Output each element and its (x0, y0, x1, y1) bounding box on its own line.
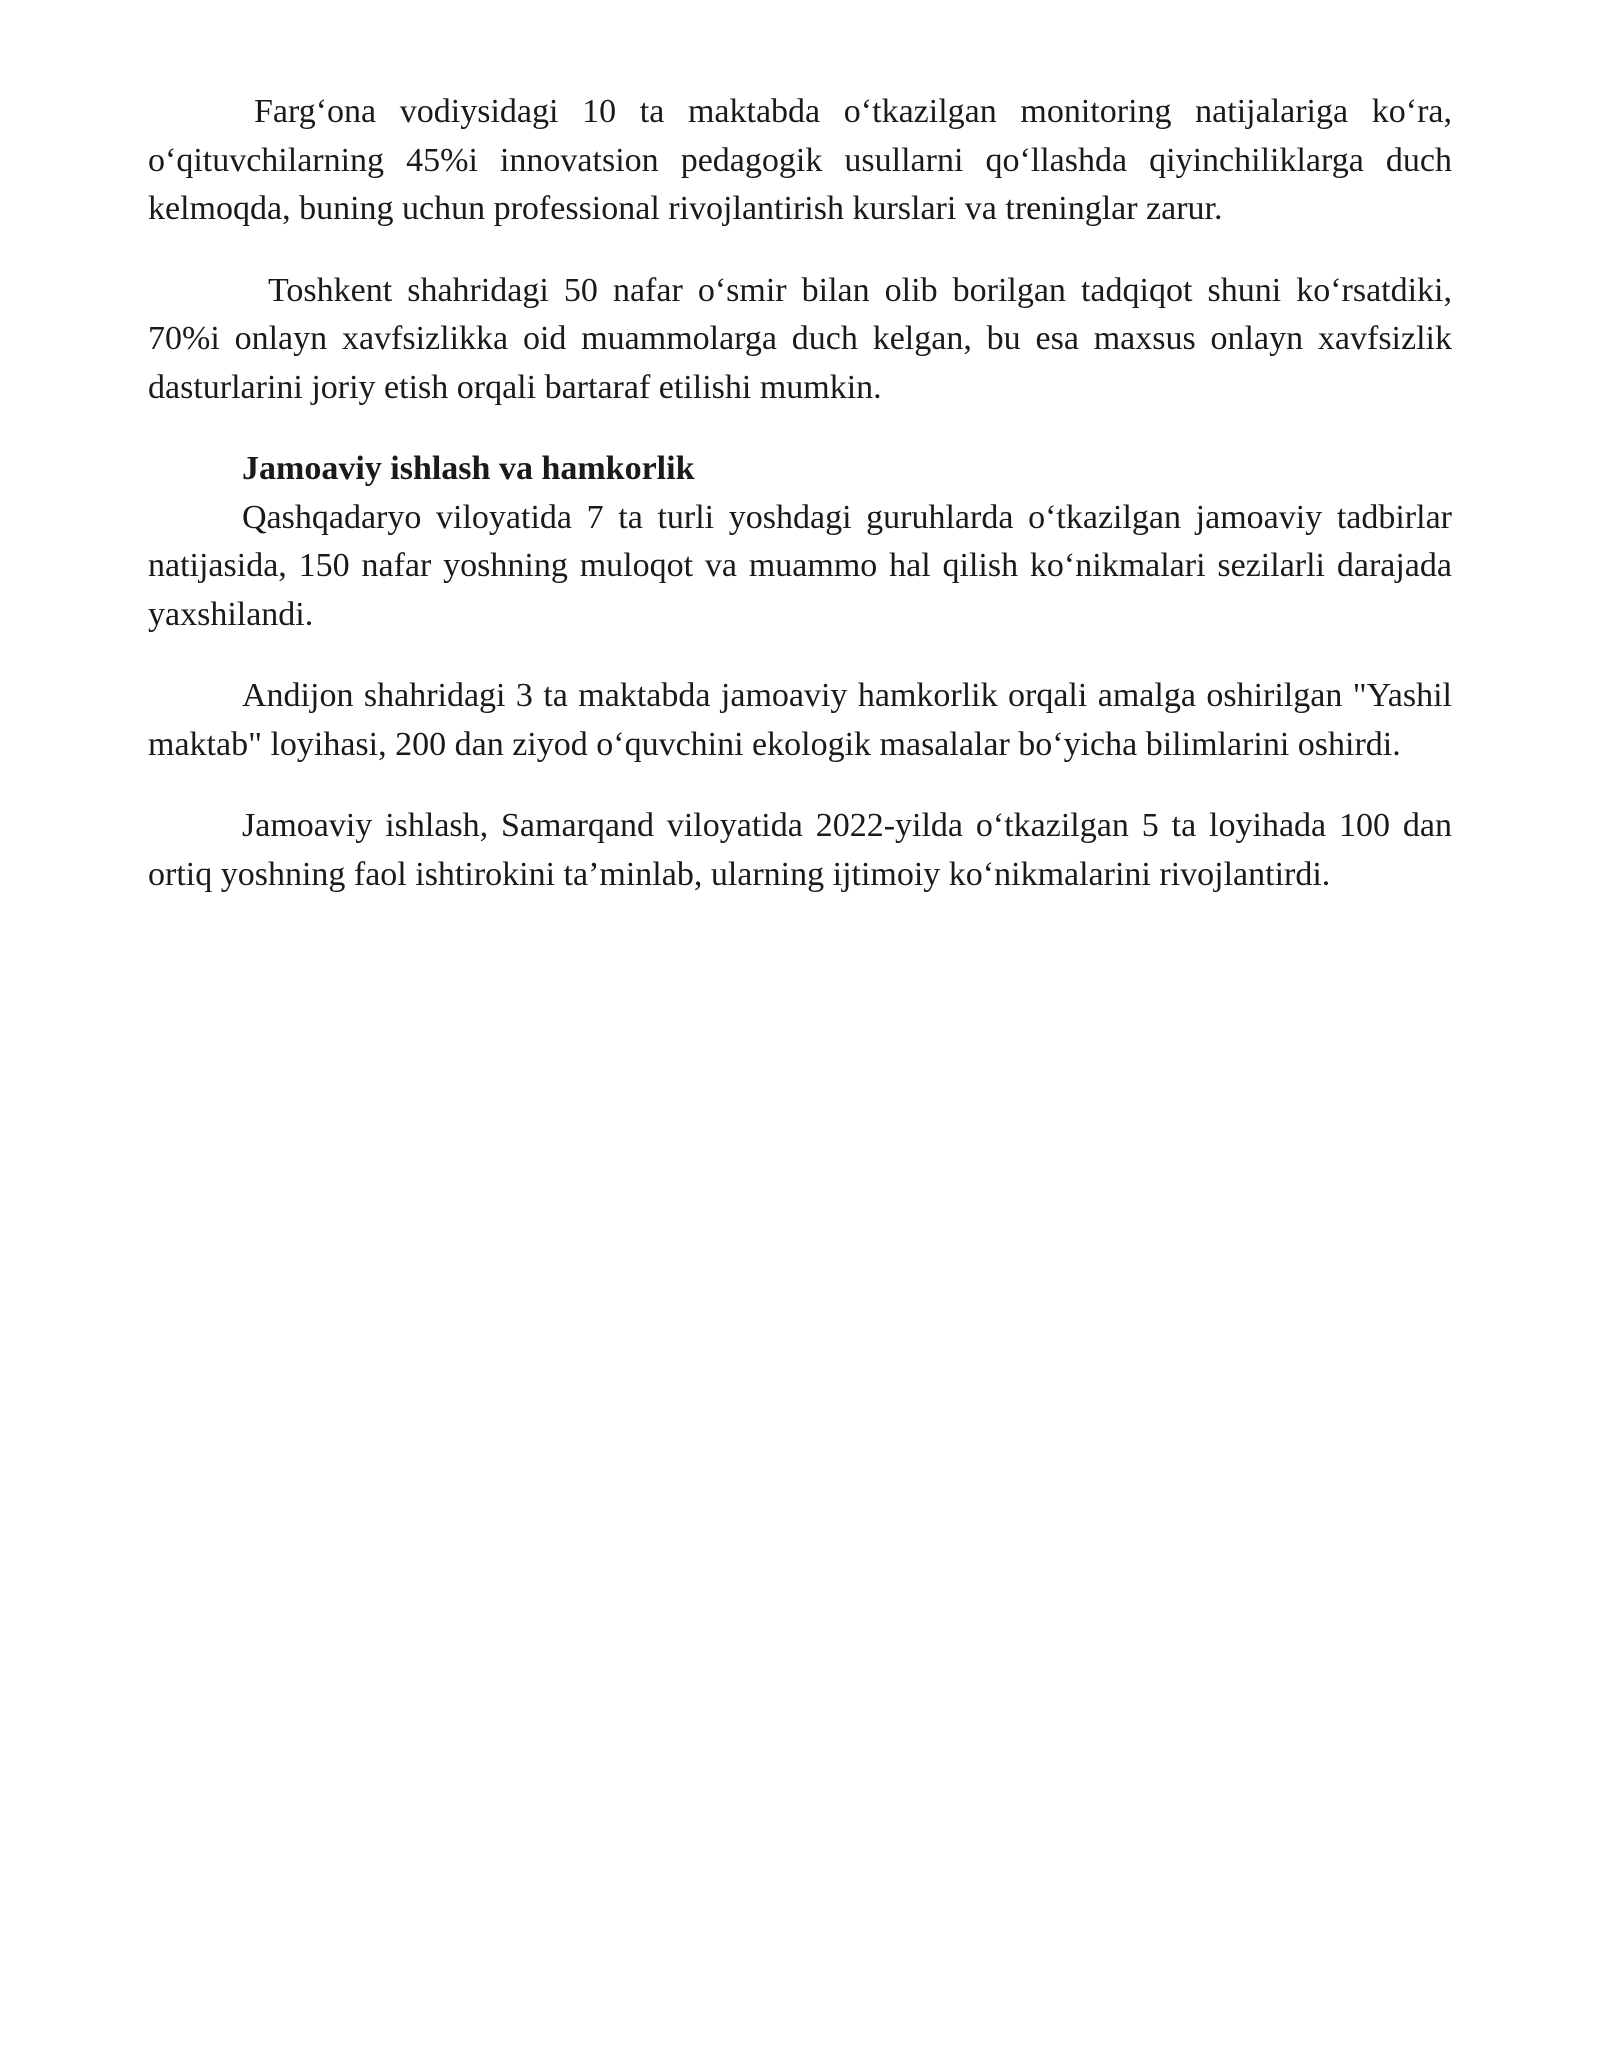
section-heading: Jamoaviy ishlash va hamkorlik (242, 450, 695, 487)
paragraph-andijon-project: Andijon shahridagi 3 ta maktabda jamoaviy hamkorlik orqali amalga oshirilgan "Yashil maktab" loyihasi, 200 dan ziyod o‘quvchini ekologik masalalar bo‘yicha bilimlarini oshirdi. (148, 677, 1452, 763)
paragraph-fergana-monitoring: Farg‘ona vodiysidagi 10 ta maktabda o‘tkazilgan monitoring natijalariga ko‘ra, o‘qituvchilarning 45%i innovatsion pedagogik usullarni qo‘llashda qiyinchiliklarga duch kelmoqda, buning uchun professional rivojlantirish kurslari va treninglar zarur. (148, 93, 1452, 227)
document-page (148, 88, 1452, 899)
paragraph-samarqand-projects: Jamoaviy ishlash, Samarqand viloyatida 2022-yilda o‘tkazilgan 5 ta loyihada 100 dan ortiq yoshning faol ishtirokini ta’minlab, ularning ijtimoiy ko‘nikmalarini rivojlantirdi. (148, 807, 1452, 893)
paragraph-tashkent-research: Toshkent shahridagi 50 nafar o‘smir bilan olib borilgan tadqiqot shuni ko‘rsatdiki, 70%i onlayn xavfsizlikka oid muammolarga duch kelgan, bu esa maxsus onlayn xavfsizlik dasturlarini joriy etish orqali bartaraf etilishi mumkin. (148, 271, 1452, 406)
paragraph-qashqadaryo-events: Qashqadaryo viloyatida 7 ta turli yoshdagi guruhlarda o‘tkazilgan jamoaviy tadbirlar natijasida, 150 nafar yoshning muloqot va muammo hal qilish ko‘nikmalari sezilarli darajada yaxshilandi. (148, 498, 1452, 633)
